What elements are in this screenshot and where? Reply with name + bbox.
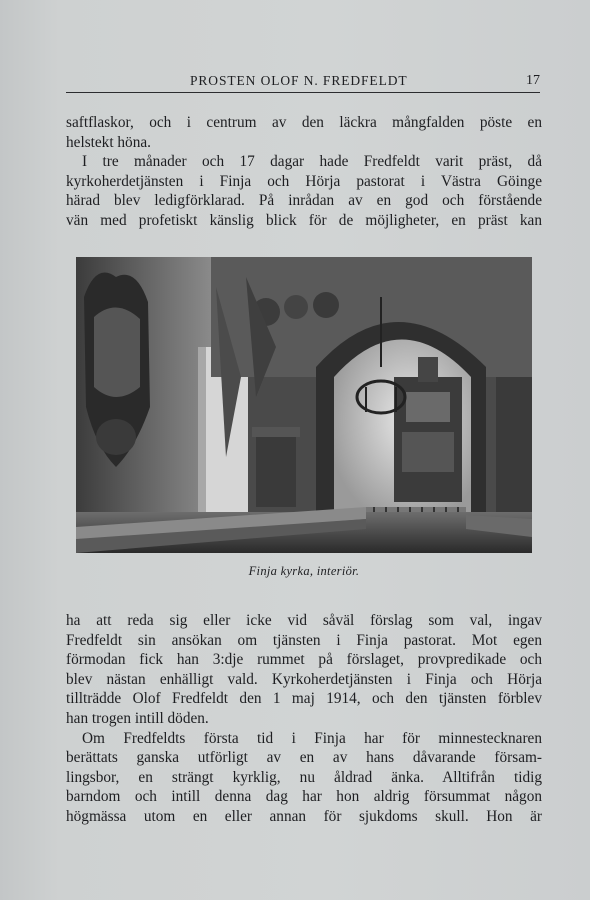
- text-line: han trogen intill döden.: [66, 709, 209, 727]
- text-line: saftflaskor, och i centrum av den läckra mångfalden pöste en: [66, 114, 542, 131]
- church-interior-photo: [76, 257, 532, 553]
- text-line: blev nästan enhälligt vald. Kyrkoherdetjänsten i Finja och Hörja: [66, 670, 542, 688]
- running-title: PROSTEN OLOF N. FREDFELDT: [190, 73, 408, 88]
- text-line: ha att reda sig eller icke vid såväl förslag som val, ingav: [66, 612, 542, 629]
- text-line: förmodan fick han 3:dje rummet på förslaget, provpredikade och: [66, 651, 542, 669]
- text-line: I tre månader och 17 dagar hade Fredfeldt varit präst, då: [82, 153, 542, 171]
- body-text-top: [66, 113, 542, 231]
- text-line: Om Fredfeldts första tid i Finja har för minnestecknaren: [82, 729, 542, 747]
- text-line: Fredfeldt sin ansökan om tjänsten i Finja pastorat. Mot egen: [66, 631, 542, 649]
- text-line: berättats ganska utförligt av en av hans dåvarande försam-: [66, 749, 542, 767]
- text-line: barndom och intill denna dag har hon aldrig försummat någon: [66, 788, 542, 806]
- text-line: härad blev ledigförklarad. På inrådan av en god och förstående: [66, 192, 542, 210]
- text-line: vän med profetiskt känslig blick för de möjligheter, en präst kan: [66, 211, 542, 229]
- page-header: [66, 72, 540, 93]
- body-text-bottom: [66, 611, 542, 827]
- page-number: 17: [526, 73, 540, 88]
- text-line: högmässa utom en eller annan för sjukdoms skull. Hon är: [66, 807, 542, 825]
- text-line: kyrkoherdetjänsten i Finja och Hörja pastorat i Västra Göinge: [66, 172, 542, 190]
- text-line: lingsbor, en strängt kyrklig, nu åldrad änka. Alltifrån tidig: [66, 768, 542, 786]
- photo-caption: Finja kyrka, interiör.: [248, 564, 360, 578]
- text-line: helstekt höna.: [66, 133, 151, 151]
- text-line: tillträdde Olof Fredfeldt den 1 maj 1914, och den tjänsten förblev: [66, 690, 542, 708]
